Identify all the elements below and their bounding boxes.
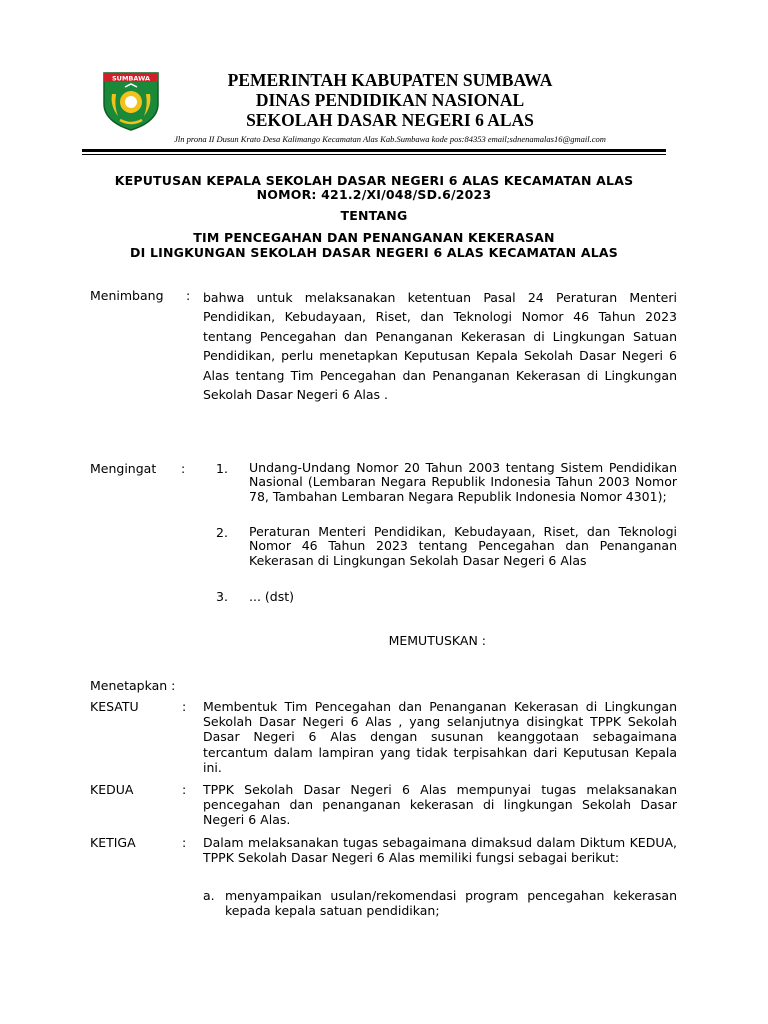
ketiga-item-letter: a. [203, 888, 215, 903]
menimbang-text: bahwa untuk melaksanakan ketentuan Pasal 24 Peraturan Menteri Pendidikan, Kebudayaan, Riset, dan Teknologi Nomor 46 Tahun 2023 tentang Pencegahan dan Penanganan Kekerasan di Lingkungan Satuan Pendidikan, perlu menetapkan Keputusan Kepala Sekolah Dasar Negeri 6 Alas tentang Tim Pencegahan dan Penanganan Kekerasan di Lingkungan Sekolah Dasar Negeri 6 Alas . [203, 290, 677, 403]
decree-subject-line2: DI LINGKUNGAN SEKOLAH DASAR NEGERI 6 ALAS KECAMATAN ALAS [130, 245, 618, 260]
mengingat-item-number: 2. [216, 525, 228, 540]
memutuskan-heading: MEMUTUSKAN : [388, 633, 486, 648]
kedua-label: KEDUA [90, 782, 134, 797]
decree-title: KEPUTUSAN KEPALA SEKOLAH DASAR NEGERI 6 ALAS KECAMATAN ALAS [114, 173, 634, 188]
mengingat-item-text: ... (dst) [249, 589, 294, 604]
decree-tentang: TENTANG [340, 208, 408, 223]
kesatu-label: KESATU [90, 699, 139, 714]
ketiga-text: Dalam melaksanakan tugas sebagaimana dimaksud dalam Diktum KEDUA, TPPK Sekolah Dasar Negeri 6 Alas memiliki fungsi sebagai berikut: [203, 835, 677, 866]
menimbang-colon: : [186, 288, 191, 303]
kesatu-colon: : [182, 699, 187, 714]
menetapkan-label: Menetapkan : [90, 678, 176, 693]
ketiga-label: KETIGA [90, 835, 136, 850]
mengingat-label: Mengingat [90, 461, 157, 476]
kedua-text: TPPK Sekolah Dasar Negeri 6 Alas mempunyai tugas melaksanakan pencegahan dan penanganan kekerasan di lingkungan Sekolah Dasar Negeri 6 Alas. [203, 782, 677, 828]
letterhead-address: Jln prona II Dusun Krato Desa Kalimango Kecamatan Alas Kab.Sumbawa kode pos:84353 email;sdnenamalas16@gmail.com [174, 134, 606, 144]
mengingat-item-text: Undang-Undang Nomor 20 Tahun 2003 tentang Sistem Pendidikan Nasional (Lembaran Negara Republik Indonesia Tahun 2003 Nomor 78, Tambahan Lembaran Negara Republik Indonesia Nomor 4301); [249, 460, 677, 504]
mengingat-item-text: Peraturan Menteri Pendidikan, Kebudayaan, Riset, dan Teknologi Nomor 46 Tahun 2023 tentang Pencegahan dan Penanganan Kekerasan di Lingkungan Sekolah Dasar Negeri 6 Alas [249, 524, 677, 568]
letterhead-school: SEKOLAH DASAR NEGERI 6 ALAS [246, 110, 534, 130]
decree-number: NOMOR: 421.2/XI/048/SD.6/2023 [256, 187, 492, 202]
ketiga-item-text: menyampaikan usulan/rekomendasi program pencegahan kekerasan kepada kepala satuan pendidikan; [225, 888, 677, 919]
ketiga-colon: : [182, 835, 187, 850]
letterhead [150, 70, 630, 146]
decree-subject-line1: TIM PENCEGAHAN DAN PENANGANAN KEKERASAN [193, 230, 555, 245]
letterhead-rule-thick [82, 149, 666, 152]
letterhead-department: DINAS PENDIDIKAN NASIONAL [255, 90, 525, 110]
mengingat-colon: : [181, 461, 186, 476]
logo-text: SUMBAWA [111, 74, 151, 83]
letterhead-government: PEMERINTAH KABUPATEN SUMBAWA [227, 70, 553, 90]
kedua-colon: : [182, 782, 187, 797]
mengingat-item-number: 1. [216, 461, 228, 476]
mengingat-item-number: 3. [216, 589, 228, 604]
menimbang-label: Menimbang [90, 288, 164, 303]
kesatu-text: Membentuk Tim Pencegahan dan Penanganan Kekerasan di Lingkungan Sekolah Dasar Negeri 6 Alas , yang selanjutnya disingkat TPPK Sekolah Dasar Negeri 6 Alas dengan susunan keanggotaan sebagaimana tercantum dalam lampiran yang tidak terpisahkan dari Keputusan Kepala ini. [203, 699, 677, 775]
letterhead-rule-thin [82, 154, 666, 155]
